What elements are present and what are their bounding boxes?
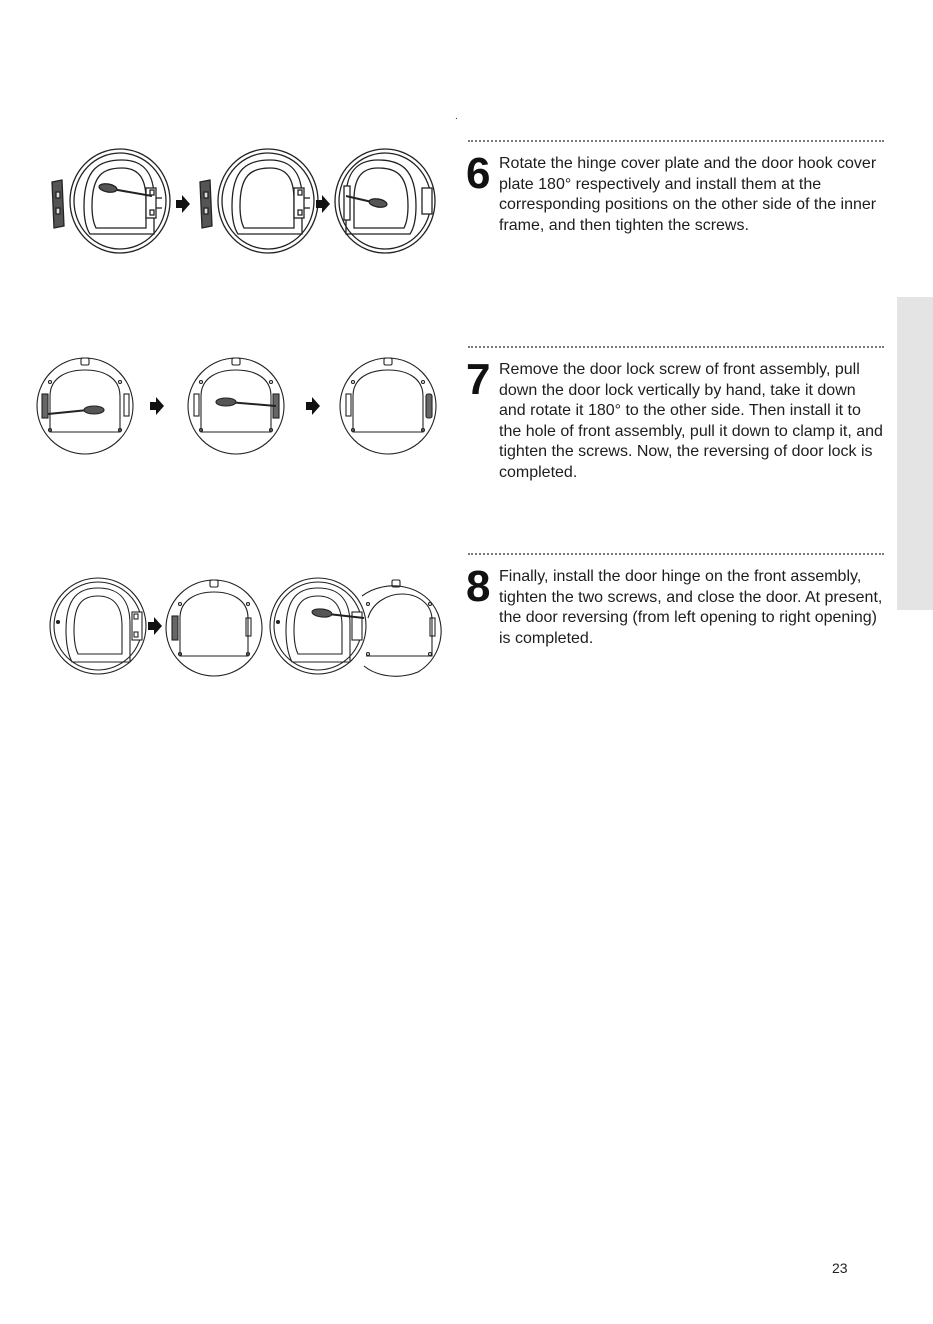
page-number: 23 — [832, 1260, 848, 1276]
screwdriver-icon — [216, 398, 276, 406]
front-assembly-icon — [37, 358, 133, 454]
arrow-right-icon — [150, 397, 164, 415]
step-6-illustration — [40, 148, 440, 256]
step-7-illustration — [30, 352, 442, 458]
step-8 — [466, 553, 884, 647]
door-icon — [50, 578, 146, 674]
front-assembly-icon — [166, 580, 262, 676]
step-instruction: Remove the door lock screw of front assembly, pull down the door lock vertically by hand, take it down and rotate it 180° to the other side. Then install it to the hole of front assembly, pull it down to clamp it, and tighten the screws. Now, the reversing of door lock is completed. — [499, 361, 883, 481]
hinge-cover-plate-icon — [52, 180, 64, 228]
hinge-cover-plate-icon — [200, 180, 212, 228]
side-tab — [897, 297, 933, 610]
door-icon — [70, 149, 170, 253]
front-assembly-icon — [362, 580, 441, 676]
step-7 — [466, 346, 884, 481]
step-number: 7 — [466, 355, 491, 404]
dotted-divider — [468, 140, 884, 142]
arrow-right-icon — [148, 617, 162, 635]
arrow-right-icon — [176, 195, 190, 213]
step-8-illustration — [46, 574, 446, 680]
screwdriver-icon — [346, 196, 388, 209]
dotted-divider — [468, 346, 884, 348]
page-marker: . — [455, 111, 458, 122]
step-instruction: Finally, install the door hinge on the front assembly, tighten the two screws, and close the door. At present, the door reversing (from left opening to right opening) is completed. — [499, 568, 883, 647]
dotted-divider — [468, 553, 884, 555]
step-number: 8 — [466, 562, 491, 611]
step-instruction: Rotate the hinge cover plate and the door hook cover plate 180° respectively and install them at the corresponding positions on the other side of the inner frame, and then tighten the screws. — [499, 155, 877, 234]
screwdriver-icon — [48, 406, 104, 414]
door-icon — [218, 149, 318, 253]
front-assembly-icon — [340, 358, 436, 454]
step-number: 6 — [466, 149, 491, 198]
door-icon — [270, 578, 366, 674]
arrow-right-icon — [306, 397, 320, 415]
step-6 — [466, 140, 884, 234]
